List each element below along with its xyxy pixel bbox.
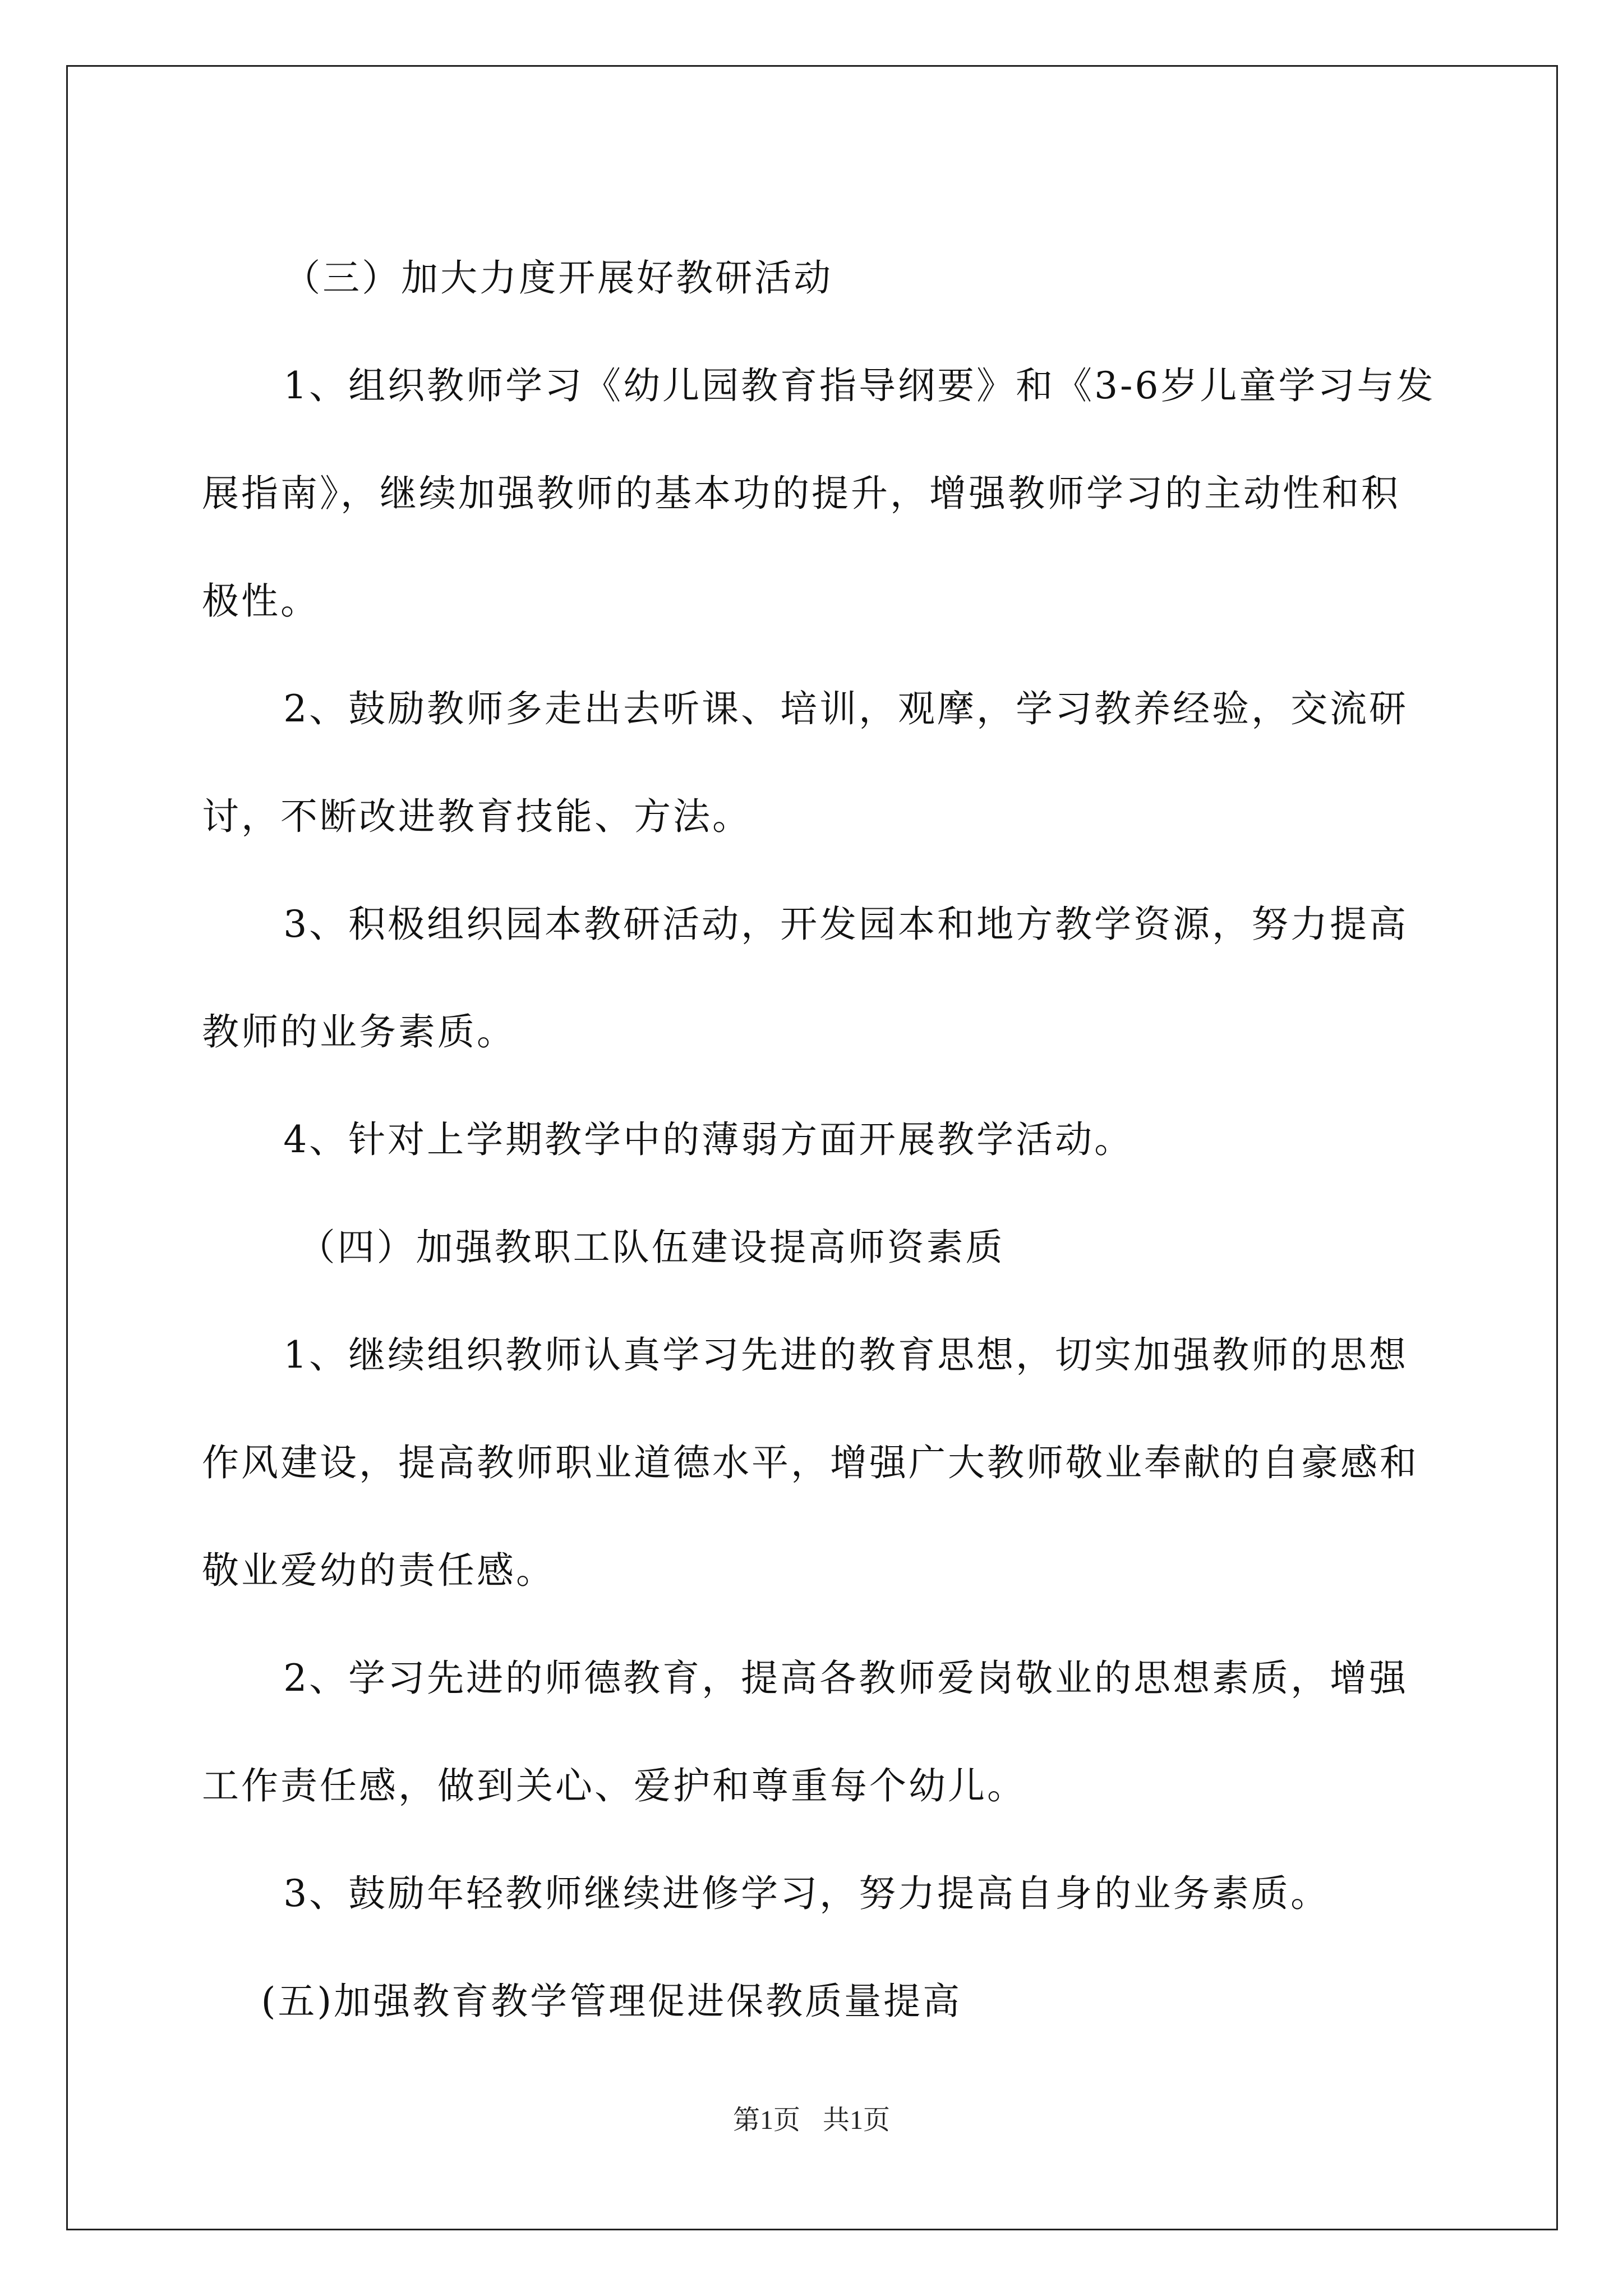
paragraph-item: 1、组织教师学习《幼儿园教育指导纲要》和《3-6岁儿童学习与发展指南》，继续加强教师的基本功的提升，增强教师学习的主动性和积极性。 [202,364,1436,623]
paragraph-item: 3、鼓励年轻教师继续进修学习，努力提高自身的业务素质。 [283,1872,1330,1915]
page-number-total: 共1页 [823,2105,891,2135]
paragraph-item: 3、积极组织园本教研活动，开发园本和地方教学资源，努力提高教师的业务素质。 [202,903,1409,1053]
page-footer [0,2098,1623,2137]
paragraph-item: 2、鼓励教师多走出去听课、培训，观摩，学习教养经验，交流研讨，不断改进教育技能、方法。 [202,687,1409,838]
section-heading-five: (五)加强教育教学管理促进保教质量提高 [261,1980,962,2023]
section-heading-four: （四）加强教职工队伍建设提高师资素质 [298,1226,1005,1269]
page-number-current: 第1页 [732,2105,800,2135]
paragraph-item: 1、继续组织教师认真学习先进的教育思想，切实加强教师的思想作风建设，提高教师职业道德水平，增强广大教师敬业奉献的自豪感和敬业爱幼的责任感。 [202,1333,1419,1592]
paragraph-item: 2、学习先进的师德教育，提高各教师爱岗敬业的思想素质，增强工作责任感，做到关心、爱护和尊重每个幼儿。 [202,1657,1409,1807]
document-body [202,224,1436,2055]
section-heading-three: （三）加大力度开展好教研活动 [283,256,833,300]
paragraph-item: 4、针对上学期教学中的薄弱方面开展教学活动。 [283,1118,1134,1161]
